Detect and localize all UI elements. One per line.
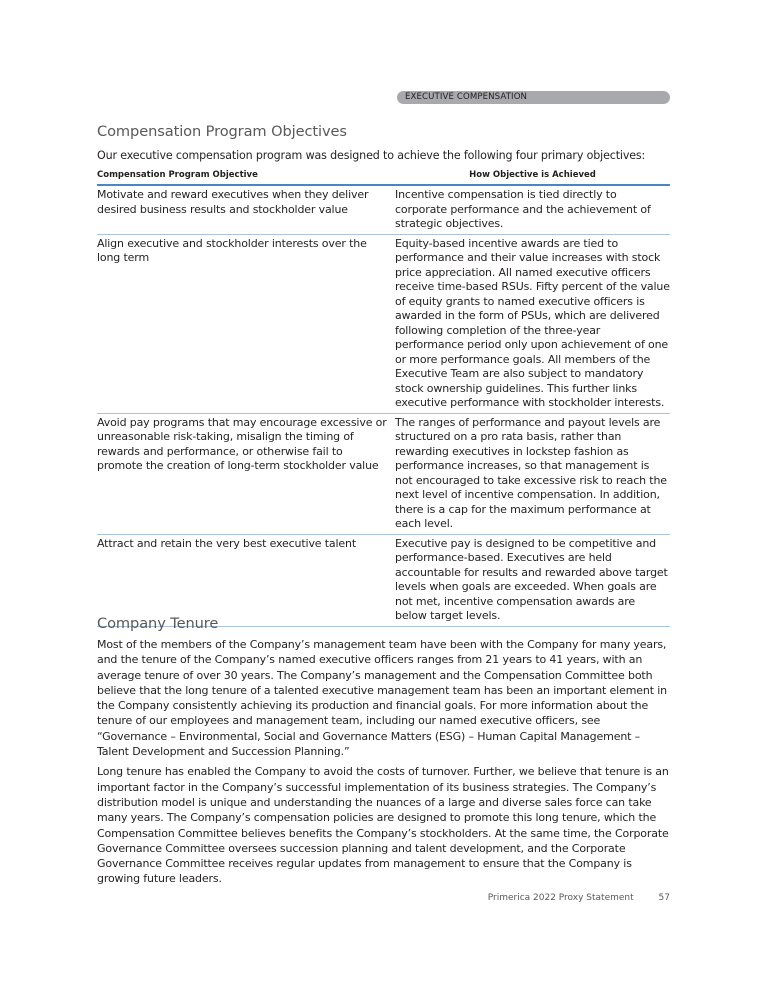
objectives-intro: Our executive compensation program was designed to achieve the following four primary objectives: (97, 149, 646, 162)
table-row (97, 534, 670, 626)
objective-cell: Align executive and stockholder interests over the long term (97, 234, 395, 413)
table-row (97, 185, 670, 234)
objective-cell: Avoid pay programs that may encourage excessive or unreasonable risk-taking, misalign the timing of rewards and performance, or otherwise fail to promote the creation of long-term stockholder value (97, 413, 395, 534)
how-cell: The ranges of performance and payout levels are structured on a pro rata basis, rather than rewarding executives in lockstep fashion as performance increases, so that management is not encouraged to take excessive risk to reach the next level of incentive compensation. In addition, there is a cap for the maximum performance at each level. (395, 413, 670, 534)
how-cell: Equity-based incentive awards are tied to performance and their value increases with stock price appreciation. All named executive officers receive time-based RSUs. Fifty percent of the value of equity grants to named executive officers is awarded in the form of PSUs, which are delivered following completion of the three-year performance period only upon achievement of one or more performance goals. All members of the Executive Team are also subject to mandatory stock ownership guidelines. This further links executive performance with stockholder interests. (395, 234, 670, 413)
table-header-row (97, 169, 670, 185)
page-footer (488, 893, 670, 903)
objectives-heading: Compensation Program Objectives (97, 123, 347, 140)
how-cell: Incentive compensation is tied directly to corporate performance and the achievement of strategic objectives. (395, 185, 670, 234)
tenure-body (97, 637, 672, 892)
page-number: 57 (658, 893, 670, 903)
tenure-paragraph: Long tenure has enabled the Company to avoid the costs of turnover. Further, we believe that tenure is an important factor in the Company’s successful implementation of its business strategies. The Company’s distribution model is unique and understanding the nuances of a large and diverse sales force can take many years. The Company’s compensation policies are designed to promote this long tenure, which the Compensation Committee believes benefits the Company’s stockholders. At the same time, the Corporate Governance Committee oversees succession planning and talent development, and the Corporate Governance Committee receives regular updates from management to ensure that the Company is growing future leaders. (97, 765, 669, 886)
section-tag: EXECUTIVE COMPENSATION (397, 91, 670, 104)
tenure-heading: Company Tenure (97, 615, 219, 632)
how-cell: Executive pay is designed to be competitive and performance-based. Executives are held accountable for results and rewarded above target levels when goals are exceeded. When goals are not met, incentive compensation awards are below target levels. (395, 534, 670, 626)
objectives-table (97, 169, 670, 627)
objective-cell: Attract and retain the very best executive talent (97, 534, 395, 626)
table-row (97, 413, 670, 534)
table-row (97, 234, 670, 413)
publication-title: Primerica 2022 Proxy Statement (487, 893, 634, 903)
objective-cell: Motivate and reward executives when they deliver desired business results and stockholder value (97, 185, 395, 234)
column-header-how: How Objective is Achieved (395, 169, 670, 185)
column-header-objective: Compensation Program Objective (97, 169, 395, 185)
tenure-paragraph: Most of the members of the Company’s management team have been with the Company for many years, and the tenure of the Company’s named executive officers ranges from 21 years to 41 years, with an average tenure of over 30 years. The Company’s management and the Compensation Committee both believe that the long tenure of a talented executive management team has been an important element in the Company consistently achieving its production and financial goals. For more information about the tenure of our employees and management team, including our named executive officers, see “Governance – Environmental, Social and Governance Matters (ESG) – Human Capital Management – Talent Development and Succession Planning.” (97, 638, 667, 759)
